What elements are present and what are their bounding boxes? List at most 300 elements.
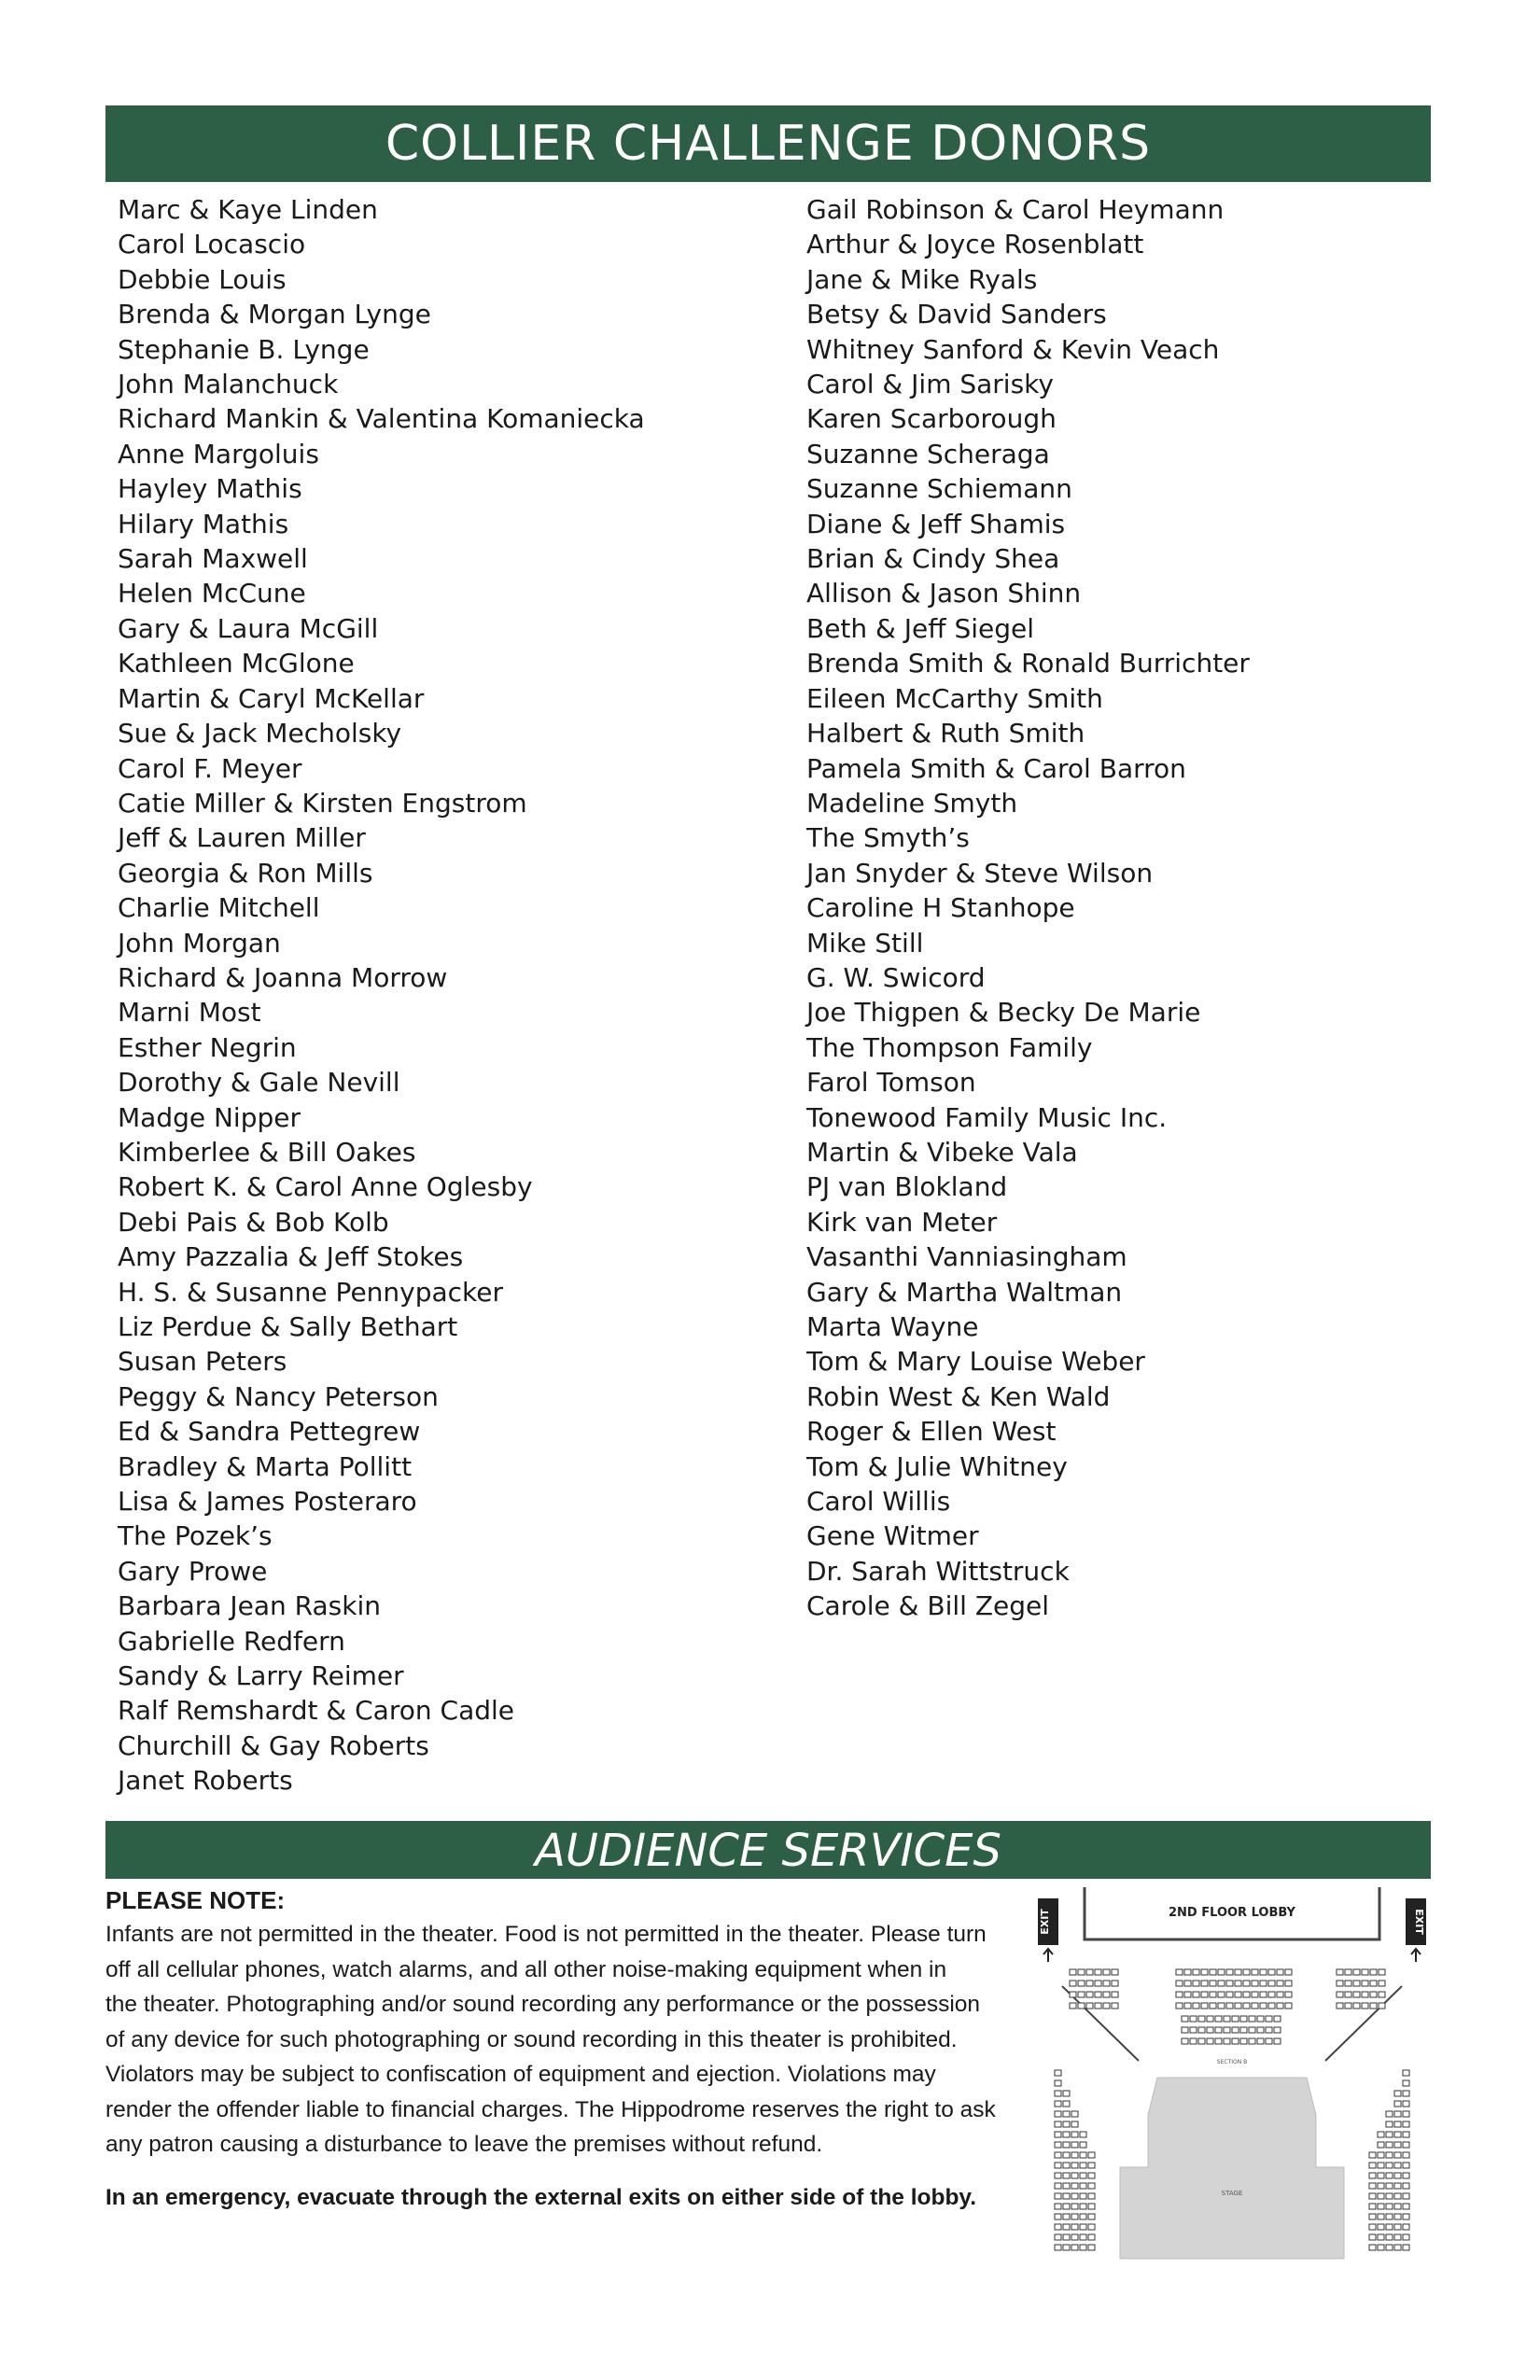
- donor-name: The Thompson Family: [806, 1031, 1093, 1063]
- note-line: the theater. Photographing and/or sound recording any performance or the possession: [105, 1992, 981, 2017]
- seat: [1063, 2152, 1070, 2158]
- donor-name: Liz Perdue & Sally Bethart: [118, 1311, 458, 1342]
- seat: [1345, 1992, 1351, 1997]
- seat: [1370, 2003, 1377, 2009]
- stage-area: [1120, 2078, 1344, 2259]
- seat: [1386, 2173, 1393, 2178]
- seat: [1378, 2224, 1384, 2230]
- seat: [1378, 2173, 1384, 2178]
- donor-name: John Malanchuck: [118, 369, 339, 400]
- donor-name: Roger & Ellen West: [806, 1416, 1057, 1448]
- seat: [1088, 2214, 1095, 2219]
- seat: [1103, 1969, 1110, 1975]
- donor-name: Brian & Cindy Shea: [806, 543, 1060, 575]
- seat: [1071, 2111, 1078, 2117]
- seat: [1345, 1969, 1351, 1975]
- seat: [1386, 2121, 1393, 2127]
- seat: [1215, 2016, 1222, 2022]
- donor-name: Carole & Bill Zegel: [806, 1590, 1050, 1622]
- seat: [1063, 2183, 1070, 2189]
- donor-name: Marta Wayne: [806, 1311, 979, 1342]
- seat: [1266, 2027, 1272, 2033]
- seat: [1055, 2224, 1061, 2230]
- seat: [1193, 1992, 1199, 1997]
- seat: [1207, 2038, 1213, 2044]
- seat: [1378, 2234, 1384, 2240]
- donor-name: Kathleen McGlone: [118, 648, 355, 679]
- donor-name: G. W. Swicord: [806, 961, 986, 993]
- donor-name: Kimberlee & Bill Oakes: [118, 1136, 416, 1168]
- donor-name: Brenda & Morgan Lynge: [118, 299, 431, 330]
- seat: [1386, 2214, 1393, 2219]
- donor-name: Debi Pais & Bob Kolb: [118, 1206, 389, 1238]
- seat: [1240, 2016, 1247, 2022]
- seat: [1369, 2224, 1376, 2230]
- seat: [1086, 1981, 1093, 1986]
- seat: [1055, 2111, 1061, 2117]
- seat: [1184, 1981, 1191, 1986]
- donor-name: Madeline Smyth: [806, 787, 1018, 819]
- exit-left-arrow-icon: [1043, 1949, 1053, 1962]
- donor-name: Jane & Mike Ryals: [806, 263, 1038, 295]
- donor-name: Robin West & Ken Wald: [806, 1380, 1111, 1412]
- seat: [1071, 2234, 1078, 2240]
- seat: [1378, 2204, 1384, 2209]
- seat: [1260, 1992, 1267, 1997]
- seat: [1257, 2027, 1264, 2033]
- seat: [1285, 2003, 1292, 2009]
- seat: [1403, 2111, 1409, 2117]
- seat: [1394, 2173, 1401, 2178]
- seat: [1103, 2003, 1110, 2009]
- note-line: off all cellular phones, watch alarms, and all other noise-making equipment when in: [105, 1956, 947, 1982]
- seat: [1386, 2224, 1393, 2230]
- seat: [1277, 1992, 1283, 1997]
- seat: [1369, 2183, 1376, 2189]
- seat: [1232, 2027, 1239, 2033]
- seat: [1370, 1969, 1377, 1975]
- seat: [1103, 1992, 1110, 1997]
- seat: [1226, 1981, 1233, 1986]
- seat: [1394, 2204, 1401, 2209]
- seat: [1080, 2224, 1086, 2230]
- donor-name: Hilary Mathis: [118, 508, 289, 539]
- seat: [1379, 1969, 1385, 1975]
- donor-name: Martin & Caryl McKellar: [118, 682, 425, 714]
- donor-name: Pamela Smith & Carol Barron: [806, 752, 1186, 784]
- seat: [1176, 1981, 1183, 1986]
- exit-left-label: EXIT: [1039, 1909, 1051, 1935]
- seat: [1055, 2070, 1061, 2076]
- seat: [1190, 2016, 1197, 2022]
- donor-name: Helen McCune: [118, 578, 306, 609]
- seat: [1403, 2101, 1409, 2107]
- seat: [1190, 2038, 1197, 2044]
- donor-name: Carol Locascio: [118, 229, 306, 260]
- donor-name: PJ van Blokland: [806, 1171, 1008, 1203]
- seat: [1071, 2142, 1078, 2148]
- donor-name: Carol Willis: [806, 1486, 951, 1518]
- seat: [1403, 2224, 1409, 2230]
- seat: [1235, 1981, 1241, 1986]
- seat: [1337, 1981, 1343, 1986]
- donor-name: Marni Most: [118, 997, 261, 1029]
- seat: [1055, 2163, 1061, 2168]
- seat: [1103, 1981, 1110, 1986]
- seat: [1063, 2234, 1070, 2240]
- exit-right-arrow-icon: [1411, 1949, 1421, 1962]
- seat: [1394, 2214, 1401, 2219]
- donor-name: Gail Robinson & Carol Heymann: [806, 194, 1225, 225]
- seat: [1226, 1969, 1233, 1975]
- seat: [1362, 2003, 1368, 2009]
- donor-name: Eileen McCarthy Smith: [806, 682, 1103, 714]
- seat: [1182, 2027, 1188, 2033]
- seat: [1088, 2183, 1095, 2189]
- seat: [1268, 2003, 1275, 2009]
- seat: [1243, 2003, 1250, 2009]
- seat: [1207, 2016, 1213, 2022]
- audience-services-title: AUDIENCE SERVICES: [535, 1825, 1001, 1877]
- seat: [1403, 2173, 1409, 2178]
- seat: [1055, 2121, 1061, 2127]
- seat: [1190, 2027, 1197, 2033]
- seat: [1071, 2152, 1078, 2158]
- donor-name: Tom & Julie Whitney: [806, 1450, 1068, 1482]
- seat: [1176, 1969, 1183, 1975]
- seat: [1386, 2111, 1393, 2117]
- donor-name: Farol Tomson: [806, 1067, 976, 1099]
- seat: [1285, 1981, 1292, 1986]
- donors-title-banner: [105, 105, 1431, 182]
- seat: [1063, 2245, 1070, 2250]
- seat: [1198, 2016, 1205, 2022]
- seat: [1394, 2121, 1401, 2127]
- donor-name: Gabrielle Redfern: [118, 1625, 345, 1657]
- seat: [1252, 1992, 1258, 1997]
- seat: [1386, 2132, 1393, 2137]
- seat: [1201, 1992, 1208, 1997]
- seat: [1249, 2027, 1255, 2033]
- seat: [1266, 2038, 1272, 2044]
- seat: [1266, 2016, 1272, 2022]
- seat: [1063, 2214, 1070, 2219]
- seat: [1088, 2245, 1095, 2250]
- donor-name: Charlie Mitchell: [118, 892, 320, 924]
- seat: [1362, 1981, 1368, 1986]
- seat: [1063, 2132, 1070, 2137]
- seat: [1112, 1992, 1118, 1997]
- seat: [1378, 2183, 1384, 2189]
- seat: [1252, 2003, 1258, 2009]
- seat: [1403, 2204, 1409, 2209]
- seat: [1080, 2163, 1086, 2168]
- donors-title: COLLIER CHALLENGE DONORS: [385, 116, 1152, 172]
- seat: [1378, 2152, 1384, 2158]
- seat: [1112, 1969, 1118, 1975]
- seat: [1257, 2016, 1264, 2022]
- seat: [1184, 1969, 1191, 1975]
- donor-name: Suzanne Scheraga: [806, 438, 1050, 469]
- seat: [1362, 1992, 1368, 1997]
- exit-left-sign: [1038, 1898, 1058, 1945]
- seat: [1394, 2142, 1401, 2148]
- seat: [1260, 1981, 1267, 1986]
- seat: [1394, 2111, 1401, 2117]
- seat: [1095, 1981, 1101, 1986]
- seat: [1080, 2204, 1086, 2209]
- seat: [1345, 2003, 1351, 2009]
- donor-name: Allison & Jason Shinn: [806, 578, 1082, 609]
- donor-name: Sue & Jack Mecholsky: [118, 718, 402, 749]
- donor-name: Mike Still: [806, 927, 924, 959]
- donor-name: Suzanne Schiemann: [806, 473, 1072, 505]
- seat: [1071, 2204, 1078, 2209]
- seat: [1403, 2121, 1409, 2127]
- donor-name: Susan Peters: [118, 1346, 287, 1378]
- lobby-label: 2ND FLOOR LOBBY: [1169, 1906, 1295, 1920]
- seat: [1232, 2038, 1239, 2044]
- seat: [1379, 2003, 1385, 2009]
- please-note-heading: PLEASE NOTE:: [105, 1886, 286, 1914]
- seat: [1088, 2152, 1095, 2158]
- donor-list-right: [806, 192, 1250, 1624]
- seat: [1345, 1981, 1351, 1986]
- donor-name: Carol & Jim Sarisky: [806, 369, 1054, 400]
- seat: [1274, 2016, 1281, 2022]
- seat: [1080, 2214, 1086, 2219]
- donor-name: Barbara Jean Raskin: [118, 1590, 381, 1622]
- seat: [1218, 1981, 1225, 1986]
- seat: [1080, 2183, 1086, 2189]
- seat: [1378, 2214, 1384, 2219]
- note-line: any patron causing a disturbance to leave the premises without refund.: [105, 2132, 823, 2157]
- seat: [1277, 1981, 1283, 1986]
- donor-name: Sarah Maxwell: [118, 543, 308, 575]
- seat: [1378, 2142, 1384, 2148]
- seat: [1226, 1992, 1233, 1997]
- seat: [1055, 2245, 1061, 2250]
- seat: [1063, 2204, 1070, 2209]
- seat: [1394, 2245, 1401, 2250]
- donor-name: Gary & Martha Waltman: [806, 1276, 1123, 1308]
- seat: [1386, 2183, 1393, 2189]
- donor-name: Georgia & Ron Mills: [118, 857, 373, 889]
- seat: [1063, 2111, 1070, 2117]
- seat: [1268, 1981, 1275, 1986]
- seat: [1243, 1969, 1250, 1975]
- seat: [1078, 2003, 1085, 2009]
- seat: [1378, 2245, 1384, 2250]
- seat: [1370, 1981, 1377, 1986]
- exit-right-sign: [1406, 1898, 1426, 1945]
- seat: [1249, 2038, 1255, 2044]
- seat: [1369, 2173, 1376, 2178]
- seat: [1055, 2204, 1061, 2209]
- seat: [1088, 2173, 1095, 2178]
- seat: [1226, 2003, 1233, 2009]
- seat: [1112, 2003, 1118, 2009]
- seat: [1403, 2080, 1409, 2086]
- seat: [1394, 2234, 1401, 2240]
- donor-name: The Pozek’s: [118, 1520, 273, 1552]
- seat: [1182, 2038, 1188, 2044]
- donor-name: Marc & Kaye Linden: [118, 194, 378, 225]
- seat: [1070, 1969, 1076, 1975]
- donor-name: Robert K. & Carol Anne Oglesby: [118, 1171, 533, 1203]
- seat: [1198, 2038, 1205, 2044]
- seat: [1378, 2163, 1384, 2168]
- seat: [1210, 1992, 1216, 1997]
- donor-name: Vasanthi Vanniasingham: [806, 1241, 1127, 1273]
- seat: [1394, 2152, 1401, 2158]
- donor-name: Richard & Joanna Morrow: [118, 961, 448, 993]
- seat: [1243, 1981, 1250, 1986]
- seat: [1369, 2245, 1376, 2250]
- seat: [1055, 2142, 1061, 2148]
- seat: [1403, 2091, 1409, 2096]
- seat: [1071, 2214, 1078, 2219]
- donor-name: Ed & Sandra Pettegrew: [118, 1416, 421, 1448]
- seat: [1055, 2173, 1061, 2178]
- seat: [1394, 2163, 1401, 2168]
- seat: [1218, 1992, 1225, 1997]
- seat: [1369, 2193, 1376, 2199]
- seat: [1369, 2152, 1376, 2158]
- seat: [1071, 2245, 1078, 2250]
- donor-name: Ralf Remshardt & Caron Cadle: [118, 1695, 515, 1727]
- seat: [1063, 2163, 1070, 2168]
- section-b-label: SECTION B: [1216, 2059, 1248, 2065]
- seat: [1055, 2132, 1061, 2137]
- donor-name: Kirk van Meter: [806, 1206, 998, 1238]
- donor-name: Peggy & Nancy Peterson: [118, 1380, 439, 1412]
- donor-name: The Smyth’s: [806, 822, 970, 854]
- seat: [1071, 2183, 1078, 2189]
- seat: [1086, 1969, 1093, 1975]
- seat: [1277, 1969, 1283, 1975]
- donor-name: Bradley & Marta Pollitt: [118, 1450, 413, 1482]
- seat: [1176, 2003, 1183, 2009]
- donor-name: Hayley Mathis: [118, 473, 302, 505]
- seat: [1210, 2003, 1216, 2009]
- seat: [1260, 2003, 1267, 2009]
- seat: [1184, 2003, 1191, 2009]
- seat: [1403, 2163, 1409, 2168]
- seat: [1063, 2193, 1070, 2199]
- seat: [1240, 2027, 1247, 2033]
- seat: [1394, 2183, 1401, 2189]
- please-note-section: [105, 1883, 1020, 2215]
- seat: [1210, 1981, 1216, 1986]
- seat: [1257, 2038, 1264, 2044]
- seat: [1080, 2193, 1086, 2199]
- seat: [1232, 2016, 1239, 2022]
- seat: [1071, 2163, 1078, 2168]
- seat: [1078, 1981, 1085, 1986]
- audience-services-banner: [105, 1821, 1431, 1879]
- seat: [1386, 2193, 1393, 2199]
- seat: [1224, 2027, 1230, 2033]
- seat: [1353, 1981, 1360, 1986]
- donor-list-left: [118, 192, 645, 1799]
- seat: [1224, 2038, 1230, 2044]
- seat: [1235, 1992, 1241, 1997]
- seat: [1370, 1992, 1377, 1997]
- seat: [1055, 2101, 1061, 2107]
- seat: [1353, 2003, 1360, 2009]
- donor-name: Martin & Vibeke Vala: [806, 1136, 1078, 1168]
- seat: [1080, 2245, 1086, 2250]
- seat: [1403, 2152, 1409, 2158]
- donor-name: Lisa & James Posteraro: [118, 1486, 417, 1518]
- donor-name: Amy Pazzalia & Jeff Stokes: [118, 1241, 464, 1273]
- seat: [1080, 2173, 1086, 2178]
- donor-name: Stephanie B. Lynge: [118, 333, 370, 365]
- seat: [1063, 2224, 1070, 2230]
- seat: [1080, 2142, 1086, 2148]
- donor-name: Sandy & Larry Reimer: [118, 1660, 404, 1692]
- seat: [1268, 1969, 1275, 1975]
- donor-name: Whitney Sanford & Kevin Veach: [806, 333, 1220, 365]
- note-line: Violators may be subject to confiscation of equipment and ejection. Violations may: [105, 2062, 936, 2087]
- donor-name: Diane & Jeff Shamis: [806, 508, 1066, 539]
- seat: [1268, 1992, 1275, 1997]
- donor-name: Joe Thigpen & Becky De Marie: [806, 997, 1201, 1029]
- donor-name: Esther Negrin: [118, 1031, 297, 1063]
- seat: [1243, 1992, 1250, 1997]
- seating-chart: [1036, 1883, 1428, 2266]
- seat: [1207, 2027, 1213, 2033]
- seat: [1403, 2245, 1409, 2250]
- seat: [1337, 2003, 1343, 2009]
- seat: [1055, 2091, 1061, 2096]
- donor-name: Janet Roberts: [118, 1765, 293, 1797]
- exit-right-label: EXIT: [1413, 1909, 1425, 1935]
- donor-name: Betsy & David Sanders: [806, 299, 1107, 330]
- seat: [1184, 1992, 1191, 1997]
- seat: [1182, 2016, 1188, 2022]
- seat: [1252, 1981, 1258, 1986]
- donor-name: Gene Witmer: [806, 1520, 979, 1552]
- seat: [1394, 2224, 1401, 2230]
- seat: [1078, 1992, 1085, 1997]
- seat: [1235, 2003, 1241, 2009]
- seat: [1403, 2132, 1409, 2137]
- seat: [1386, 2142, 1393, 2148]
- donor-name: Jeff & Lauren Miller: [118, 822, 366, 854]
- seat: [1394, 2132, 1401, 2137]
- seat: [1403, 2193, 1409, 2199]
- seat: [1080, 2234, 1086, 2240]
- seat: [1063, 2142, 1070, 2148]
- seat: [1386, 2163, 1393, 2168]
- seat: [1055, 2183, 1061, 2189]
- seat: [1252, 1969, 1258, 1975]
- seat: [1193, 2003, 1199, 2009]
- seat: [1215, 2038, 1222, 2044]
- seat: [1095, 1969, 1101, 1975]
- seat: [1369, 2204, 1376, 2209]
- seat: [1378, 2193, 1384, 2199]
- donor-name: Carol F. Meyer: [118, 752, 302, 784]
- seat: [1095, 1992, 1101, 1997]
- donor-name: Tonewood Family Music Inc.: [806, 1101, 1168, 1133]
- seat: [1215, 2027, 1222, 2033]
- seat: [1403, 2234, 1409, 2240]
- donor-name: Richard Mankin & Valentina Komaniecka: [118, 403, 645, 435]
- seat: [1403, 2070, 1409, 2076]
